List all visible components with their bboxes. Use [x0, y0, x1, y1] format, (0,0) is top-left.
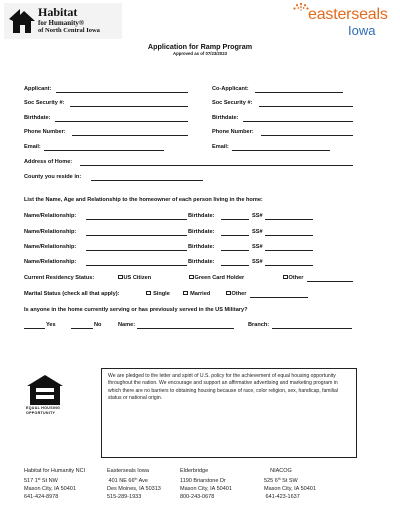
ss-field[interactable]	[265, 219, 313, 220]
easterseals-logo	[292, 2, 396, 42]
name-relationship-field[interactable]	[86, 219, 187, 220]
residency-option-other[interactable]	[283, 275, 303, 281]
footer-contact-niacog	[264, 468, 316, 502]
option-label: US Citizen	[123, 275, 152, 281]
footer-phone: 641-423-1637	[264, 493, 300, 500]
footer-phone: 515-289-1933	[107, 493, 142, 500]
checkbox[interactable]	[226, 291, 231, 296]
footer-contact-easterseals	[107, 468, 161, 502]
ss-label: SS#	[252, 229, 263, 235]
ss-field[interactable]	[265, 235, 313, 236]
footer-street: 517 1st St NW	[24, 476, 58, 484]
option-label: Other	[231, 291, 247, 297]
ss-label: SS#	[252, 259, 263, 265]
ss-field[interactable]	[265, 250, 313, 251]
birthdate-field[interactable]	[221, 235, 249, 236]
name-relationship-field[interactable]	[86, 265, 187, 266]
marital-other-field[interactable]	[250, 297, 308, 298]
footer-phone: 641-424-8978	[24, 493, 59, 500]
equal-housing-house-icon	[25, 374, 65, 406]
footer-city: Mason City, IA 50401	[24, 485, 76, 492]
military-branch-label: Branch:	[248, 322, 270, 328]
co-birthdate-label: Birthdate:	[212, 115, 239, 121]
marital-label: Marital Status (check all that apply):	[24, 291, 120, 297]
birthdate-label: Birthdate:	[188, 213, 215, 219]
co-soc-security-label: Soc Security #:	[212, 100, 253, 106]
equal-housing-logo	[24, 374, 68, 420]
co-birthdate-field[interactable]	[243, 121, 353, 122]
co-applicant-label: Co-Applicant:	[212, 86, 249, 92]
checkbox[interactable]	[118, 275, 123, 280]
county-label: County you reside in:	[24, 174, 82, 180]
marital-option-single[interactable]	[146, 291, 170, 297]
equal-housing-text: EQUAL HOUSING	[26, 406, 61, 410]
habitat-logo	[4, 3, 122, 39]
applicant-label: Applicant:	[24, 86, 52, 92]
military-yes-field[interactable]	[24, 328, 45, 329]
birthdate-field[interactable]	[221, 250, 249, 251]
phone-field[interactable]	[72, 135, 188, 136]
habitat-house-icon	[7, 5, 37, 35]
birthdate-field[interactable]	[221, 219, 249, 220]
ss-field[interactable]	[265, 265, 313, 266]
co-email-field[interactable]	[232, 150, 330, 151]
equal-housing-notice	[101, 368, 357, 458]
name-relationship-label: Name/Relationship:	[24, 259, 77, 265]
footer-street: 1190 Briarstone Dr	[180, 477, 226, 484]
email-field[interactable]	[44, 150, 164, 151]
name-relationship-field[interactable]	[86, 250, 187, 251]
checkbox[interactable]	[146, 291, 151, 296]
footer-city: Des Moines, IA 50313	[107, 485, 161, 492]
footer-org: Easterseals Iowa	[107, 468, 149, 474]
soc-security-label: Soc Security #:	[24, 100, 65, 106]
birthdate-field[interactable]	[55, 121, 188, 122]
birthdate-label: Birthdate:	[24, 115, 51, 121]
birthdate-field[interactable]	[221, 265, 249, 266]
military-name-field[interactable]	[137, 328, 234, 329]
footer-org: Elderbridge	[180, 468, 209, 474]
footer-org: Habitat for Humanity NCI	[24, 468, 86, 474]
name-relationship-label: Name/Relationship:	[24, 213, 77, 219]
notice-text: We are pledged to the letter and spirit of U.S. policy for the achievement of equal housing opportunity throughout the nation. We encourage and support an affirmative advertising and marketing program in which there are no barriers to obtaining housing because of race, color religion, sex, handicap, familial status or national origin.	[108, 373, 338, 402]
co-email-label: Email:	[212, 144, 229, 150]
habitat-chapter: of North Central Iowa	[38, 27, 100, 34]
ss-label: SS#	[252, 244, 263, 250]
checkbox[interactable]	[283, 275, 288, 280]
name-relationship-label: Name/Relationship:	[24, 229, 77, 235]
marital-option-married[interactable]	[183, 291, 210, 297]
opportunity-text: OPPORTUNITY	[26, 410, 56, 415]
residency-option-green-card[interactable]	[189, 275, 244, 281]
footer-city: Mason City, IA 50401	[264, 485, 316, 492]
option-label: Green Card Holder	[194, 275, 245, 281]
address-label: Address of Home:	[24, 159, 73, 165]
habitat-subtitle: for Humanity®	[38, 19, 85, 27]
approval-date: Approved as of 07/23/2023	[173, 51, 227, 56]
residency-other-field[interactable]	[307, 281, 353, 282]
military-branch-field[interactable]	[272, 328, 352, 329]
footer-phone: 800-243-0678	[180, 493, 215, 500]
email-label: Email:	[24, 144, 41, 150]
birthdate-label: Birthdate:	[188, 244, 215, 250]
co-applicant-field[interactable]	[255, 92, 343, 93]
birthdate-label: Birthdate:	[188, 229, 215, 235]
address-field[interactable]	[80, 165, 353, 166]
footer-city: Mason City, IA 50401	[180, 485, 232, 492]
co-phone-field[interactable]	[261, 135, 353, 136]
co-soc-security-field[interactable]	[259, 106, 353, 107]
footer-street: 525 6th St SW	[264, 476, 298, 484]
footer-contact-elderbridge	[180, 468, 232, 502]
footer-contact-habitat	[24, 468, 85, 502]
marital-option-other[interactable]	[226, 291, 246, 297]
military-yes-label: Yes	[46, 322, 56, 328]
easterseals-state: Iowa	[348, 23, 376, 38]
household-heading: List the Name, Age and Relationship to the homeowner of each person living in the home:	[24, 197, 263, 203]
military-no-field[interactable]	[71, 328, 93, 329]
residency-option-us-citizen[interactable]	[118, 275, 151, 281]
name-relationship-label: Name/Relationship:	[24, 244, 77, 250]
checkbox[interactable]	[189, 275, 194, 280]
co-phone-label: Phone Number:	[212, 129, 254, 135]
soc-security-field[interactable]	[70, 106, 188, 107]
easterseals-name: easterseals	[308, 6, 388, 23]
military-question: Is anyone in the home currently serving or has previously served in the US Military?	[24, 307, 248, 313]
option-label: Married	[190, 291, 211, 297]
residency-label: Current Residency Status:	[24, 275, 95, 281]
footer-org: NIACOG	[264, 468, 292, 474]
applicant-field[interactable]	[56, 92, 188, 93]
birthdate-label: Birthdate:	[188, 259, 215, 265]
option-label: Single	[153, 291, 170, 297]
footer-street: 401 NE 66th Ave	[107, 476, 148, 484]
county-field[interactable]	[91, 180, 203, 181]
name-relationship-field[interactable]	[86, 235, 187, 236]
military-name-label: Name:	[118, 322, 136, 328]
checkbox[interactable]	[183, 291, 188, 296]
habitat-name: Habitat	[38, 5, 78, 19]
phone-label: Phone Number:	[24, 129, 66, 135]
option-label: Other	[288, 275, 304, 281]
page-title: Application for Ramp Program	[147, 42, 253, 51]
ss-label: SS#	[252, 213, 263, 219]
military-no-label: No	[94, 322, 102, 328]
